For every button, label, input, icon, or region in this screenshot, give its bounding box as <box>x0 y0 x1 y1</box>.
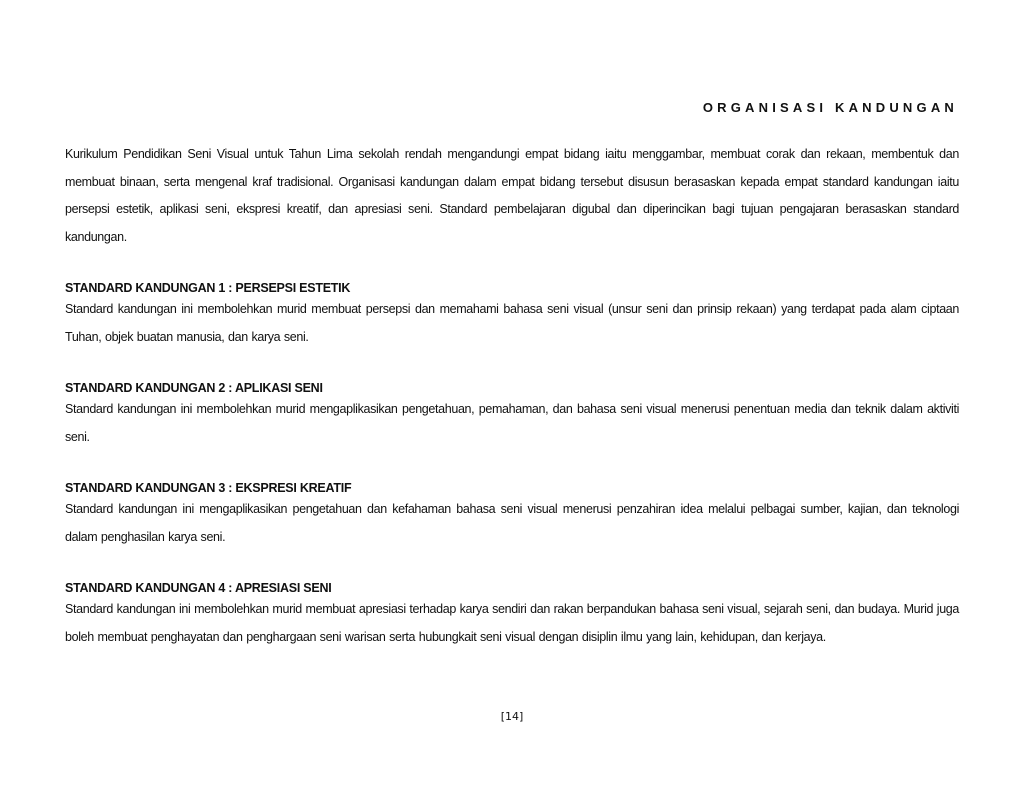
section-heading: STANDARD KANDUNGAN 3 : EKSPRESI KREATIF <box>65 481 352 495</box>
section-standard-1 <box>65 278 959 351</box>
section-heading: STANDARD KANDUNGAN 2 : APLIKASI SENI <box>65 381 323 395</box>
section-heading: STANDARD KANDUNGAN 4 : APRESIASI SENI <box>65 581 332 595</box>
section-standard-2 <box>65 378 959 451</box>
page-number: [14] <box>500 710 524 723</box>
document-content <box>65 141 959 651</box>
section-body: Standard kandungan ini membolehkan murid mengaplikasikan pengetahuan, pemahaman, dan bahasa seni visual menerusi penentuan media dan teknik dalam aktiviti seni. <box>65 402 959 444</box>
section-body: Standard kandungan ini mengaplikasikan pengetahuan dan kefahaman bahasa seni visual menerusi penzahiran idea melalui pelbagai sumber, kajian, dan teknologi dalam penghasilan karya seni. <box>65 502 959 544</box>
section-standard-3 <box>65 478 959 551</box>
section-heading: STANDARD KANDUNGAN 1 : PERSEPSI ESTETIK <box>65 281 351 295</box>
intro-paragraph: Kurikulum Pendidikan Seni Visual untuk Tahun Lima sekolah rendah mengandungi empat bidang iaitu menggambar, membuat corak dan rekaan, membentuk dan membuat binaan, serta mengenal kraf tradisional. Organisasi kandungan dalam empat bidang tersebut disusun berasaskan kepada empat standard kandungan iaitu persepsi estetik, aplikasi seni, ekspresi kreatif, dan apresiasi seni. Standard pembelajaran digubal dan diperincikan bagi tujuan pengajaran berasaskan standard kandungan. <box>65 147 959 244</box>
page-title: ORGANISASI KANDUNGAN <box>702 100 958 115</box>
section-body: Standard kandungan ini membolehkan murid membuat persepsi dan memahami bahasa seni visual (unsur seni dan prinsip rekaan) yang terdapat pada alam ciptaan Tuhan, objek buatan manusia, dan karya seni. <box>65 302 959 344</box>
section-standard-4 <box>65 578 959 651</box>
section-body: Standard kandungan ini membolehkan murid membuat apresiasi terhadap karya sendiri dan rakan berpandukan bahasa seni visual, sejarah seni, dan budaya. Murid juga boleh membuat penghayatan dan penghargaan seni warisan serta hubungkait seni visual dengan disiplin ilmu yang lain, kehidupan, dan kerjaya. <box>65 602 959 644</box>
